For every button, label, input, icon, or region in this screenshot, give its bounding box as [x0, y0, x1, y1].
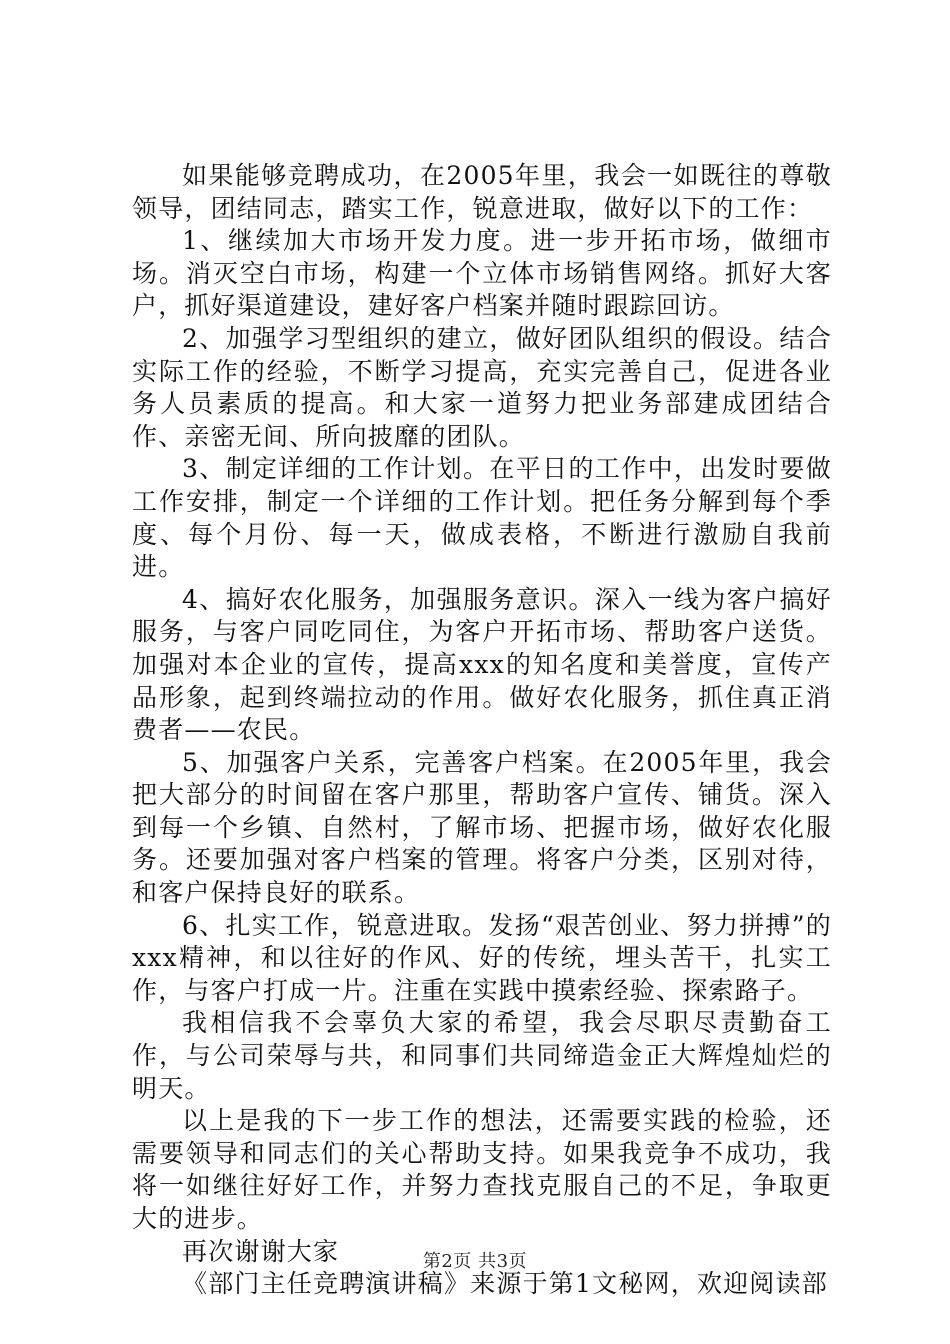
document-body [132, 160, 832, 1301]
paragraph-item-5: 5、加强客户关系，完善客户档案。在2005年里，我会把大部分的时间留在客户那里，帮助客户宣传、铺货。深入到每一个乡镇、自然村，了解市场、把握市场，做好农化服务。还要加强对客户档案的管理。将客户分类，区别对待，和客户保持良好的联系。 [132, 747, 832, 908]
paragraph-item-2: 2、加强学习型组织的建立，做好团队组织的假设。结合实际工作的经验，不断学习提高，充实完善自己，促进各业务人员素质的提高。和大家一道努力把业务部建成团结合作、亲密无间、所向披靡的团队。 [132, 323, 832, 451]
paragraph-thanks: 再次谢谢大家 [182, 1236, 340, 1266]
paragraph-intro: 如果能够竞聘成功，在2005年里，我会一如既往的尊敬领导，团结同志，踏实工作，锐意进取，做好以下的工作： [132, 161, 832, 223]
paragraph-source-note: 《部门主任竞聘演讲稿》来源于第1文秘网，欢迎阅读部 [182, 1269, 828, 1299]
paragraph-pledge: 我相信我不会辜负大家的希望，我会尽职尽责勤奋工作，与公司荣辱与共，和同事们共同缔造金正大辉煌灿烂的明天。 [132, 1008, 832, 1103]
paragraph-item-6: 6、扎实工作，锐意进取。发扬“艰苦创业、努力拼搏”的xxx精神，和以往好的作风、好的传统，埋头苦干，扎实工作，与客户打成一片。注重在实践中摸索经验、探索路子。 [132, 910, 832, 1005]
paragraph-item-1: 1、继续加大市场开发力度。进一步开拓市场，做细市场。消灭空白市场，构建一个立体市场销售网络。抓好大客户，抓好渠道建设，建好客户档案并随时跟踪回访。 [132, 226, 832, 321]
paragraph-item-3: 3、制定详细的工作计划。在平日的工作中，出发时要做工作安排，制定一个详细的工作计划。把任务分解到每个季度、每个月份、每一天，做成表格，不断进行激励自我前进。 [132, 454, 832, 582]
paragraph-closing: 以上是我的下一步工作的想法，还需要实践的检验，还需要领导和同志们的关心帮助支持。如果我竞争不成功，我将一如继往好好工作，并努力查找克服自己的不足，争取更大的进步。 [132, 1106, 832, 1233]
paragraph-item-4: 4、搞好农化服务，加强服务意识。深入一线为客户搞好服务，与客户同吃同住，为客户开拓市场、帮助客户送货。加强对本企业的宣传，提高xxx的知名度和美誉度，宣传产品形象，起到终端拉动的作用。做好农化服务，抓住真正消费者——农民。 [132, 584, 832, 745]
page-number-footer: 第2页 共3页 [422, 1251, 528, 1272]
